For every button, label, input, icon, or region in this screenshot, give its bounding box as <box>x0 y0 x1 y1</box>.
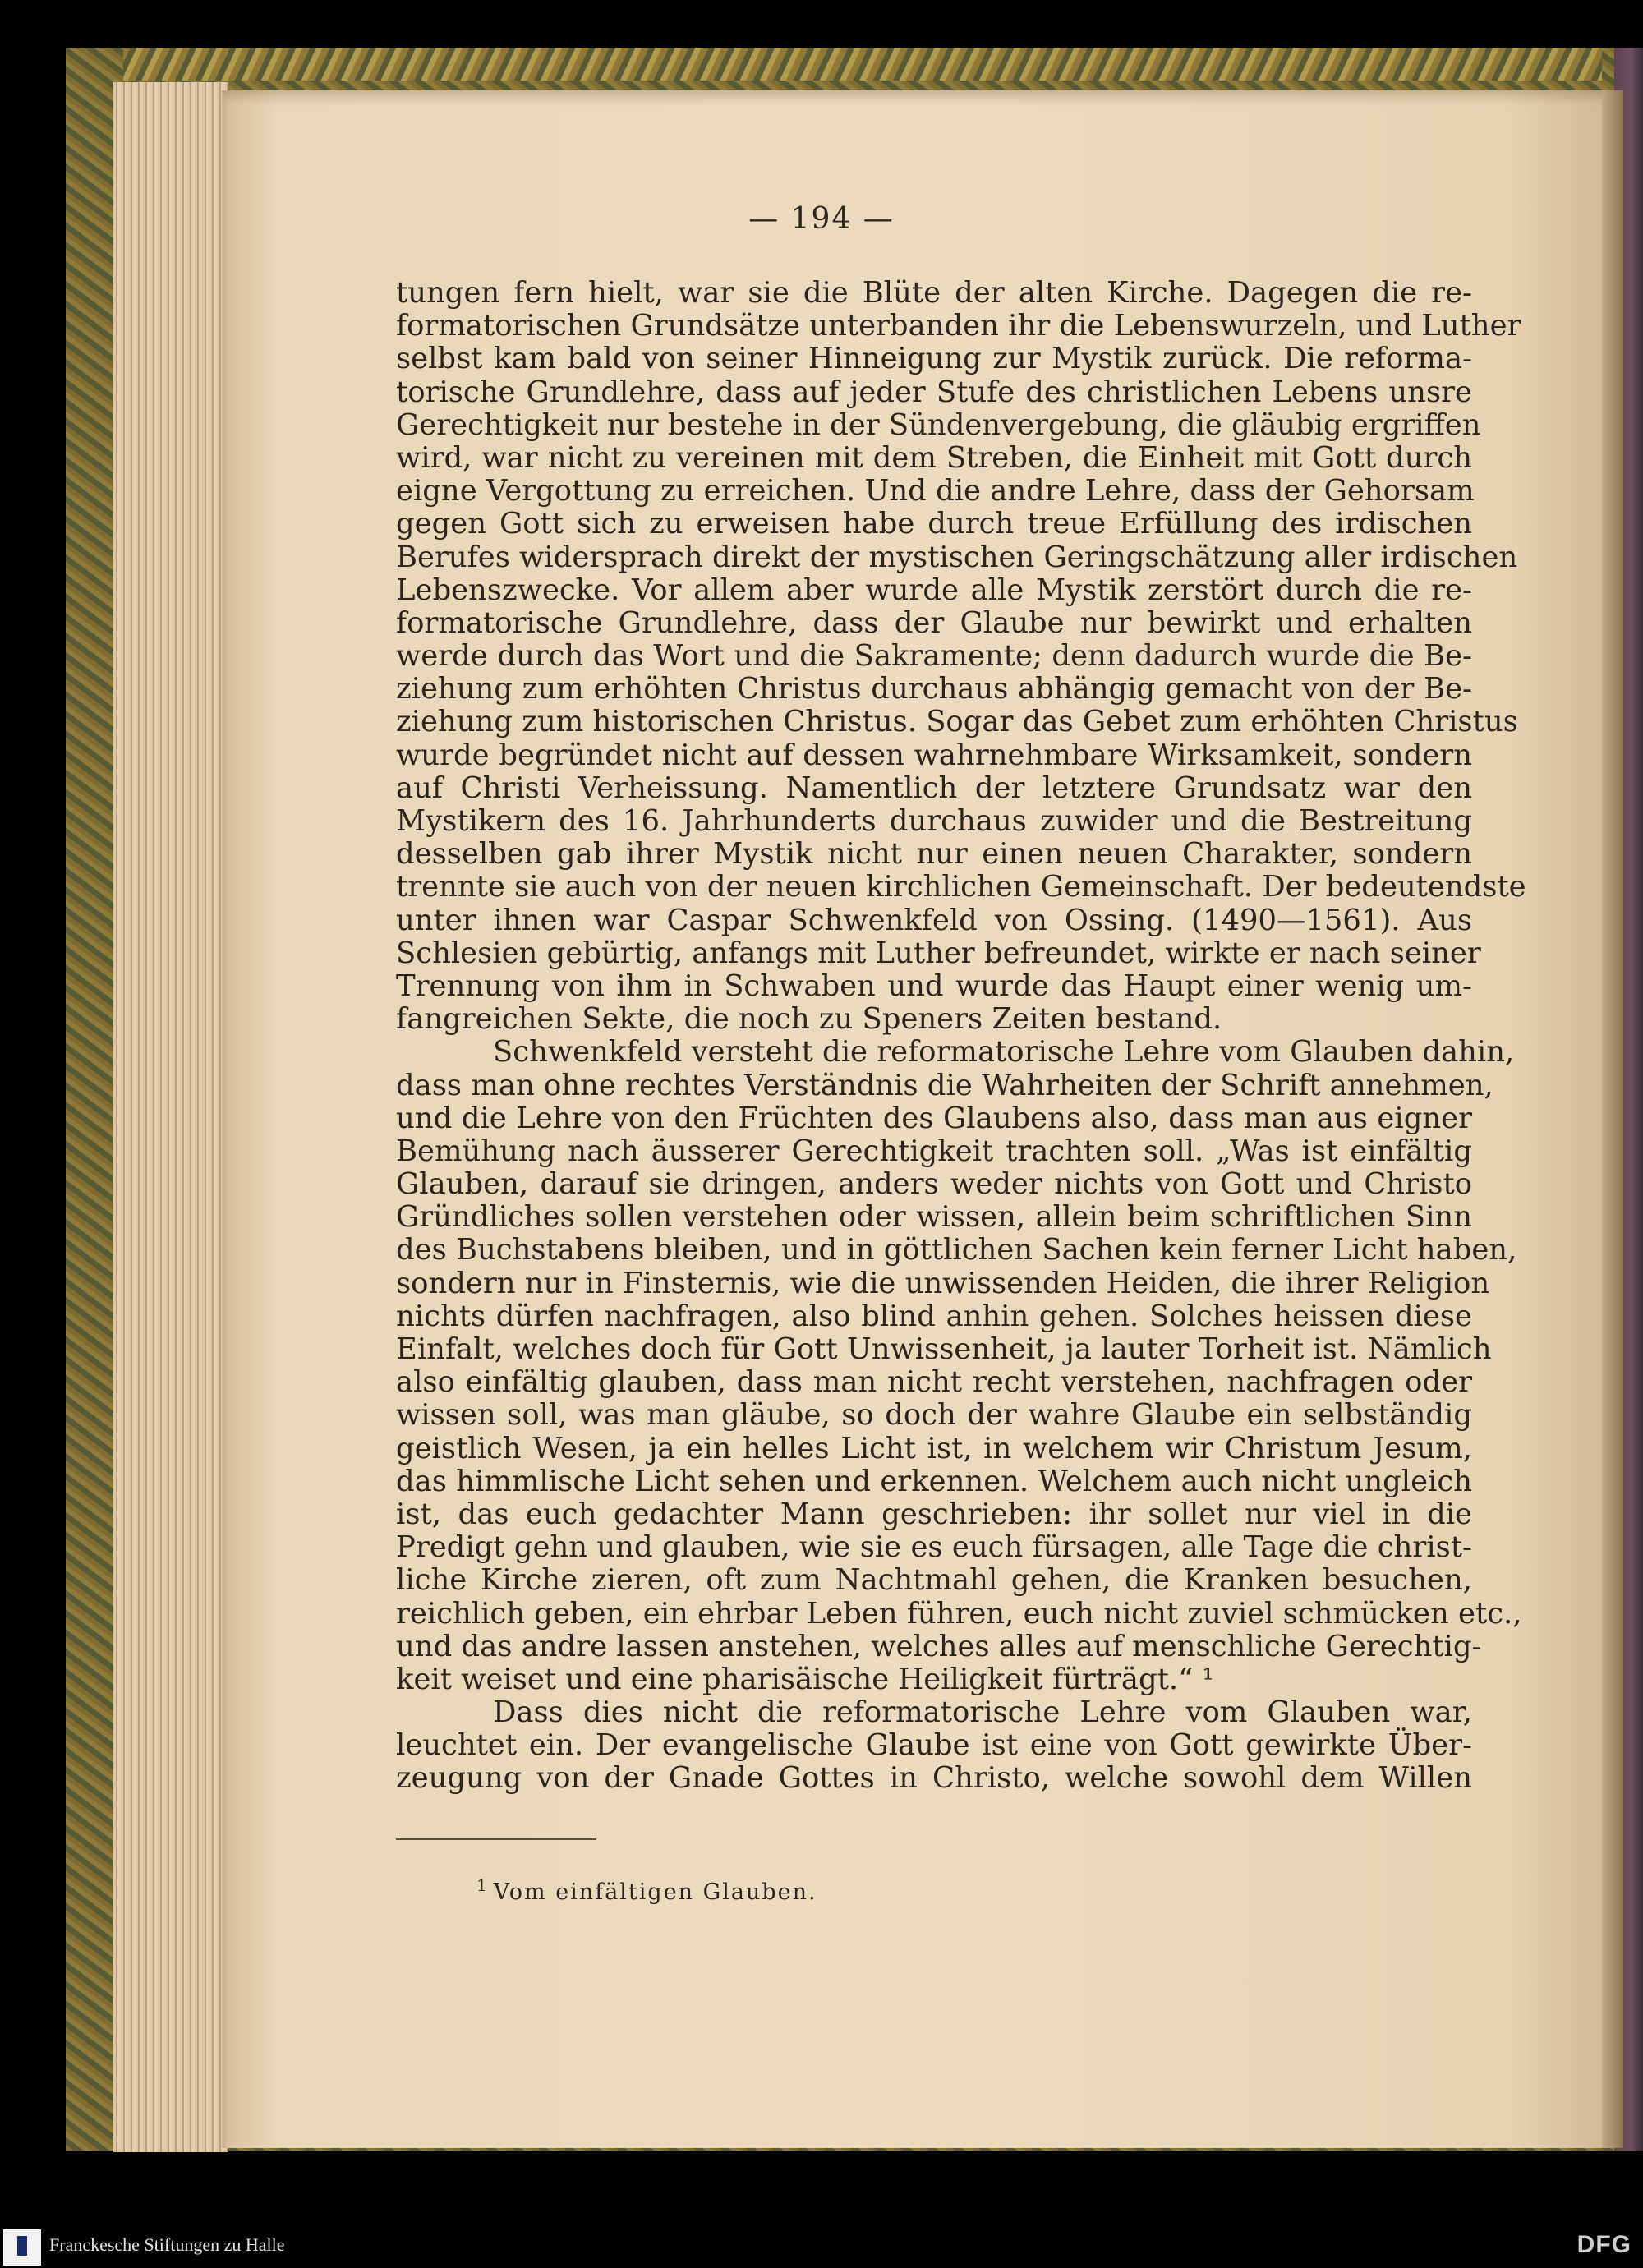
text-line: selbst kam bald von seiner Hinneigung zur Mystik zurück. Die reforma- <box>396 342 1472 376</box>
text-line: und die Lehre von den Früchten des Glaubens also, dass man aus eigner <box>396 1101 1472 1135</box>
text-line: auf Christi Verheissung. Namentlich der letztere Grundsatz war den <box>396 771 1472 805</box>
text-line: wurde begründet nicht auf dessen wahrnehmbare Wirksamkeit, sondern <box>396 738 1472 772</box>
text-line: leuchtet ein. Der evangelische Glaube ist eine von Gott gewirkte Über- <box>396 1728 1472 1763</box>
text-line: dass man ohne rechtes Verständnis die Wahrheiten der Schrift annehmen, <box>396 1068 1493 1102</box>
text-line: torische Grundlehre, dass auf jeder Stufe des christlichen Lebens unsre <box>396 375 1472 409</box>
footnote-rule <box>396 1838 596 1840</box>
text-line: nichts dürfen nachfragen, also blind anhin gehen. Solches heissen diese <box>396 1299 1472 1333</box>
text-line: zeugung von der Gnade Gottes in Christo, welche sowohl dem Willen <box>396 1761 1472 1796</box>
footnote-text: Vom einfältigen Glauben. <box>493 1879 817 1905</box>
text-line: unter ihnen war Caspar Schwenkfeld von Ossing. (1490—1561). Aus <box>396 903 1472 937</box>
text-line: eigne Vergottung zu erreichen. Und die andre Lehre, dass der Gehorsam <box>396 474 1475 508</box>
text-line: formatorischen Grundsätze unterbanden ihr die Lebenswurzeln, und Luther <box>396 309 1521 343</box>
text-line: liche Kirche zieren, oft zum Nachtmahl gehen, die Kranken besuchen, <box>396 1563 1472 1598</box>
text-line: Bemühung nach äusserer Gerechtigkeit trachten soll. „Was ist einfältig <box>396 1134 1472 1168</box>
text-line: ist, das euch gedachter Mann geschrieben: ihr sollet nur viel in die <box>396 1497 1472 1531</box>
text-line: des Buchstabens bleiben, und in göttlichen Sachen kein ferner Licht haben, <box>396 1233 1517 1267</box>
text-line: Trennung von ihm in Schwaben und wurde das Haupt einer wenig um- <box>396 968 1472 1003</box>
text-line: Glauben, darauf sie dringen, anders weder nichts von Gott und Christo <box>396 1167 1472 1202</box>
text-line: keit weiset und eine pharisäische Heiligkeit fürträgt.“ ¹ <box>396 1662 1214 1696</box>
text-line: reichlich geben, ein ehrbar Leben führen, euch nicht zuviel schmücken etc., <box>396 1596 1522 1631</box>
text-line: ziehung zum erhöhten Christus durchaus abhängig gemacht von der Be- <box>396 672 1472 706</box>
footnote <box>476 1875 817 1905</box>
page-edges <box>113 82 228 2152</box>
text-line: tungen fern hielt, war sie die Blüte der alten Kirche. Dagegen die re- <box>396 276 1472 310</box>
text-line: desselben gab ihrer Mystik nicht nur einen neuen Charakter, sondern <box>396 837 1472 872</box>
text-line: wissen soll, was man gläube, so doch der wahre Glaube ein selbständig <box>396 1398 1472 1433</box>
footnote-mark: 1 <box>476 1875 489 1895</box>
body-text <box>396 276 1526 1796</box>
text-line: Lebenszwecke. Vor allem aber wurde alle Mystik zerstört durch die re- <box>396 573 1472 607</box>
text-line: Predigt gehn und glauben, wie sie es euch fürsagen, alle Tage die christ- <box>396 1530 1472 1565</box>
institution-logo-icon <box>3 2229 41 2266</box>
text-line: Gerechtigkeit nur bestehe in der Sündenvergebung, die gläubig ergriffen <box>396 407 1481 442</box>
text-line: gegen Gott sich zu erweisen habe durch treue Erfüllung des irdischen <box>396 507 1472 541</box>
text-line: wird, war nicht zu vereinen mit dem Streben, die Einheit mit Gott durch <box>396 440 1472 475</box>
text-line: formatorische Grundlehre, dass der Glaube nur bewirkt und erhalten <box>396 605 1472 640</box>
text-line: das himmlische Licht sehen und erkennen. Welchem auch nicht ungleich <box>396 1464 1472 1498</box>
text-line: ziehung zum historischen Christus. Sogar das Gebet zum erhöhten Christus <box>396 705 1518 739</box>
institution-name: Franckesche Stiftungen zu Halle <box>49 2234 285 2255</box>
text-line: fangreichen Sekte, die noch zu Speners Zeiten bestand. <box>396 1002 1222 1037</box>
dfg-logo: DFG <box>1576 2231 1631 2258</box>
page-gutter <box>1602 90 1623 2148</box>
text-line: Berufes widersprach direkt der mystischen Geringschätzung aller irdischen <box>396 540 1518 574</box>
text-line: Einfalt, welches doch für Gott Unwissenheit, ja lauter Torheit ist. Nämlich <box>396 1332 1492 1366</box>
text-line: Gründliches sollen verstehen oder wissen, allein beim schriftlichen Sinn <box>396 1200 1472 1235</box>
text-line: Schlesien gebürtig, anfangs mit Luther befreundet, wirkte er nach seiner <box>396 936 1481 970</box>
text-line: sondern nur in Finsternis, wie die unwissenden Heiden, die ihrer Religion <box>396 1266 1490 1300</box>
text-line: Dass dies nicht die reformatorische Lehre vom Glauben war, <box>493 1695 1472 1730</box>
text-line: Schwenkfeld versteht die reformatorische Lehre vom Glauben dahin, <box>493 1035 1515 1070</box>
text-line: Mystikern des 16. Jahrhunderts durchaus zuwider und die Bestreitung <box>396 804 1472 838</box>
text-line: und das andre lassen anstehen, welches alles auf menschliche Gerechtig- <box>396 1629 1482 1663</box>
book-cover-top-edge <box>123 48 1602 81</box>
page-number: — 194 — <box>748 202 895 236</box>
text-line: geistlich Wesen, ja ein helles Licht ist, in welchem wir Christum Jesum, <box>396 1431 1472 1465</box>
text-line: also einfältig glauben, dass man nicht recht verstehen, nachfragen oder <box>396 1365 1472 1400</box>
text-line: trennte sie auch von der neuen kirchlichen Gemeinschaft. Der bedeutendste <box>396 870 1526 904</box>
text-line: werde durch das Wort und die Sakramente; denn dadurch wurde die Be- <box>396 639 1472 674</box>
